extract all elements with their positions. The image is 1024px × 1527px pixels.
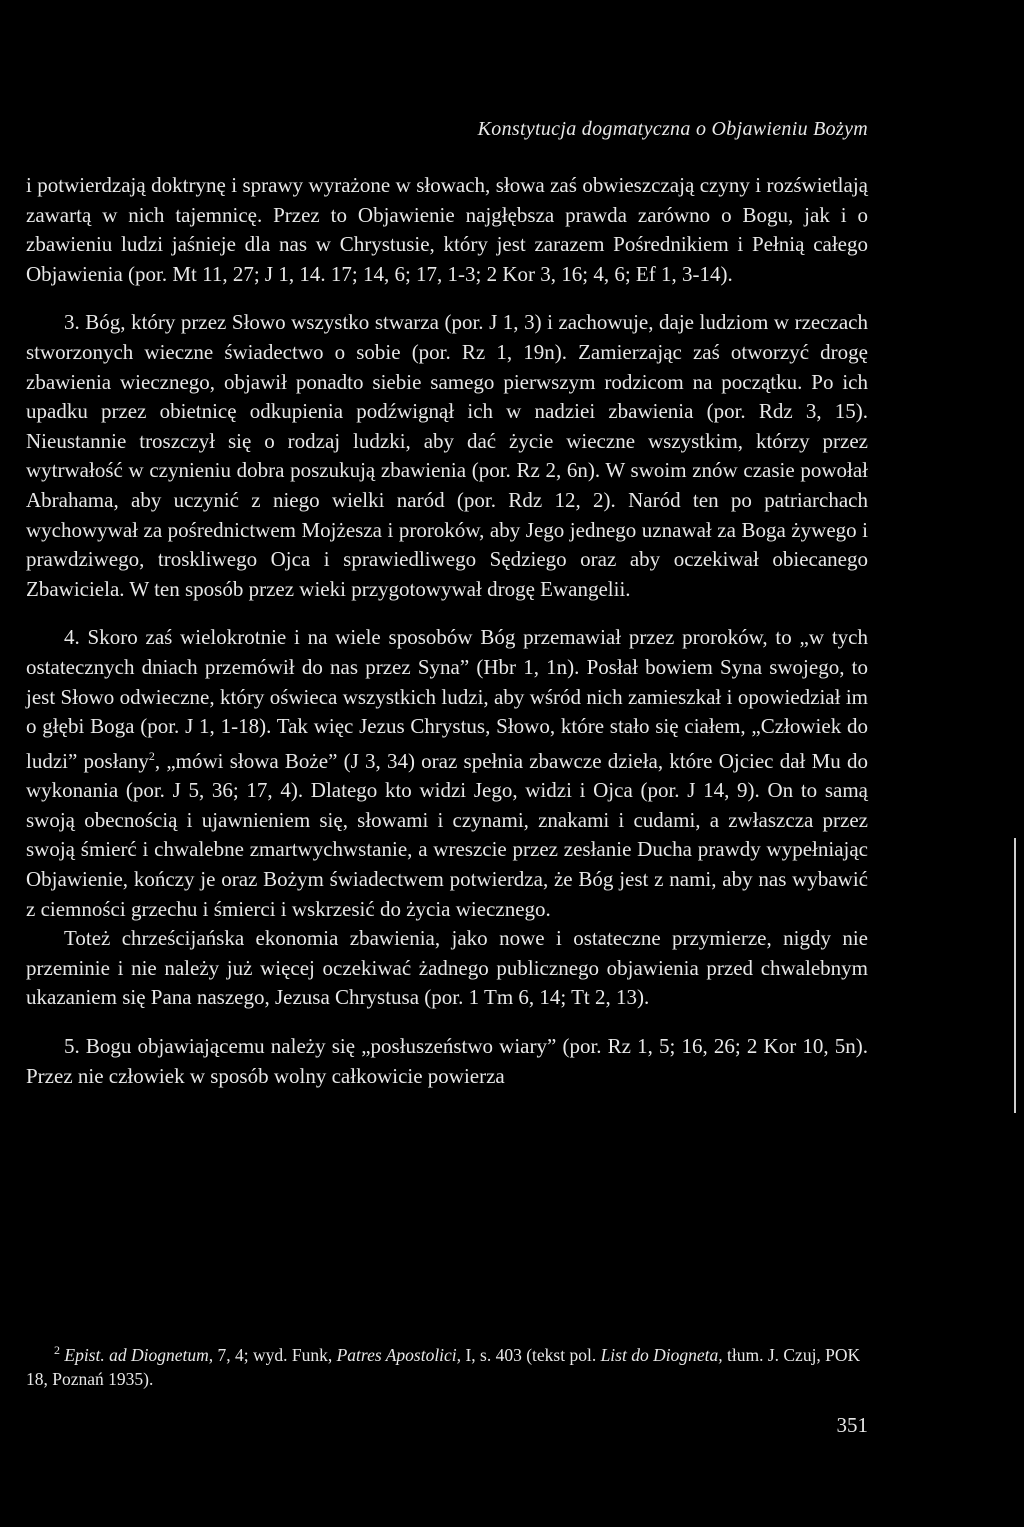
- body-text: [26, 171, 868, 1091]
- footnote-translation-title: List do Diogneta,: [600, 1344, 723, 1365]
- paragraph-4-text-after-note: , „mówi słowa Boże” (J 3, 34) oraz spełnia zbawcze dzieła, które Ojciec dał Mu do wykonania (por. J 5, 36; 17, 4). Dlatego kto widzi Jego, widzi i Ojca (por. J 14, 9). On to samą swoją obecnością i ujawnieniem się, słowami i czynami, znakami i cudami, a zwłaszcza przez swoją śmierć i chwalebne zmartwychwstanie, a wreszcie przez zesłanie Ducha prawdy wypełniając Objawienie, kończy je oraz Bożym świadectwem potwierdza, że Bóg jest z nami, aby nas wybawić z ciemności grzechu i śmierci i wskrzesić do życia wiecznego.: [26, 748, 868, 921]
- running-head: Konstytucja dogmatyczna o Objawieniu Bożym: [477, 118, 868, 140]
- footnote-text-1: 7, 4; wyd. Funk,: [213, 1344, 337, 1365]
- footnote-collection: Patres Apostolici,: [336, 1344, 462, 1365]
- footnote-text-2: I, s. 403 (tekst pol.: [461, 1344, 601, 1365]
- footnote-text-3: tłum. J. Czuj, POK 18, Poznań 1935).: [26, 1344, 861, 1389]
- paragraph-4: [26, 623, 868, 924]
- page-number: 351: [836, 1413, 868, 1437]
- footnote-marker: 2: [54, 1343, 60, 1357]
- margin-rule: [1014, 838, 1016, 1113]
- footnote: [26, 1338, 868, 1391]
- paragraph-continuation: i potwierdzają doktrynę i sprawy wyrażone w słowach, słowa zaś obwieszczają czyny i rozświetlają zawartą w nich tajemnicę. Przez to Objawienie najgłębsza prawda zarówno o Bogu, jak i o zbawieniu ludzi jaśnieje dla nas w Chrystusie, który jest zarazem Pośrednikiem i Pełnią całego Objawienia (por. Mt 11, 27; J 1, 14. 17; 14, 6; 17, 1-3; 2 Kor 3, 16; 4, 6; Ef 1, 3-14).: [26, 173, 868, 286]
- paragraph-5: 5. Bogu objawiającemu należy się „posłuszeństwo wiary” (por. Rz 1, 5; 16, 26; 2 Kor 10, 5n). Przez nie człowiek w sposób wolny całkowicie powierza: [26, 1034, 868, 1088]
- paragraph-3: 3. Bóg, który przez Słowo wszystko stwarza (por. J 1, 3) i zachowuje, daje ludziom w rzeczach stworzonych wieczne świadectwo o sobie (por. Rz 1, 19n). Zamierzając zaś otworzyć drogę zbawienia wiecznego, objawił ponadto siebie samego pierwszym rodzicom na początku. Po ich upadku przez obietnicę odkupienia podźwignął ich w nadziei zbawienia (por. Rdz 3, 15). Nieustannie troszczył się o rodzaj ludzki, aby dać życie wieczne wszystkim, którzy przez wytrwałość w czynieniu dobra poszukują zbawienia (por. Rz 2, 6n). W swoim znów czasie powołał Abrahama, aby uczynić z niego wielki naród (por. Rdz 12, 2). Naród ten po patriarchach wychowywał za pośrednictwem Mojżesza i proroków, aby Jego jednego uznawał za Boga żywego i prawdziwego, troskliwego Ojca i sprawiedliwego Sędziego oraz aby oczekiwał obiecanego Zbawiciela. W ten sposób przez wieki przygotowywał drogę Ewangelii.: [26, 310, 868, 601]
- paragraph-4-text-before-note: 4. Skoro zaś wielokrotnie i na wiele sposobów Bóg przemawiał przez proroków, to „w tych ostatecznych dniach przemówił do nas przez Syna” (Hbr 1, 1n). Posłał bowiem Syna swojego, to jest Słowo odwieczne, który oświeca wszystkich ludzi, aby wśród nich zamieszkał i opowiedział im o głębi Boga (por. J 1, 1-18). Tak więc Jezus Chrystus, Słowo, które stało się ciałem, „Człowiek do ludzi” posłany: [26, 625, 868, 773]
- footnote-work-title: Epist. ad Diognetum,: [64, 1344, 214, 1365]
- paragraph-4-continued: Toteż chrześcijańska ekonomia zbawienia, jako nowe i ostateczne przymierze, nigdy nie przeminie i nie należy już więcej oczekiwać żadnego publicznego objawienia przed chwalebnym ukazaniem się Pana naszego, Jezusa Chrystusa (por. 1 Tm 6, 14; Tt 2, 13).: [26, 926, 868, 1010]
- footnote-reference: 2: [148, 748, 155, 763]
